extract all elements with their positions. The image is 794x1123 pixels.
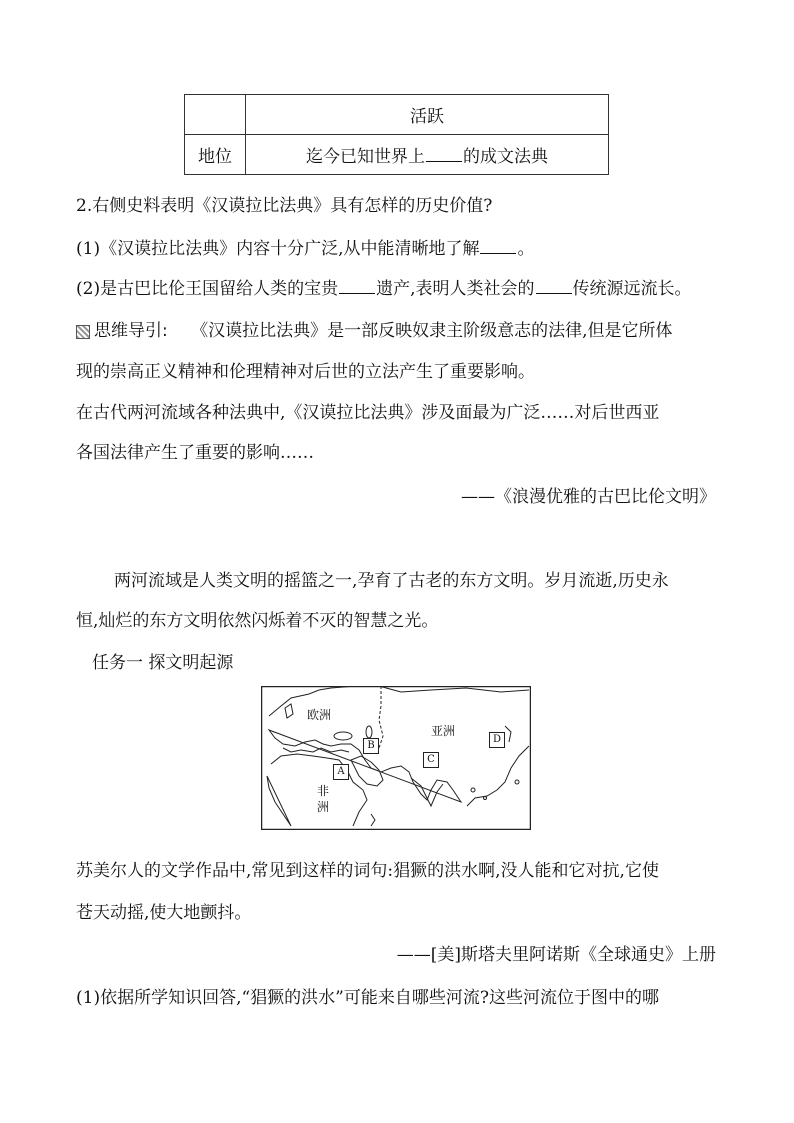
thinking-guide <box>76 316 673 341</box>
source-2-citation: ——[美]斯塔夫里阿诺斯《全球通史》上册 <box>396 945 716 965</box>
intro-line-2: 恒,灿烂的东方文明依然闪烁着不灭的智慧之光。 <box>76 611 439 631</box>
map-box-d: D <box>489 732 505 748</box>
world-map <box>261 686 531 830</box>
label-asia: 亚洲 <box>431 724 456 738</box>
label-africa-2: 洲 <box>317 800 330 814</box>
question-last: (1)依据所学知识回答,“猖獗的洪水”可能来自哪些河流?这些河流位于图中的哪 <box>76 988 659 1008</box>
map-box-a: A <box>333 764 349 780</box>
intro-line-1: 两河流域是人类文明的摇篮之一,孕育了古老的东方文明。岁月流逝,历史永 <box>114 571 669 591</box>
label-europe: 欧洲 <box>307 708 332 722</box>
source-2-line-2: 苍天动摇,使大地颤抖。 <box>76 903 252 923</box>
fill-blank[interactable] <box>339 279 375 294</box>
q2-p2-text-a: (2)是古巴比伦王国留给人类的宝贵 <box>76 279 339 299</box>
q2-p2-text-c: 传统源远流长。 <box>572 279 692 299</box>
source-1-citation: ——《浪漫优雅的古巴比伦文明》 <box>461 487 716 507</box>
table-cell-active: 活跃 <box>246 95 609 135</box>
source-1-line-2: 各国法律产生了重要的影响…… <box>76 443 314 463</box>
guide-label: 思维导引: <box>94 321 168 341</box>
question-2-part-2 <box>76 274 692 299</box>
table-cell-empty <box>185 95 246 135</box>
fill-blank[interactable] <box>480 239 516 254</box>
map-box-b: B <box>363 738 379 754</box>
q2-p1-text: (1)《汉谟拉比法典》内容十分广泛,从中能清晰地了解 <box>76 239 480 259</box>
status-text-after: 的成文法典 <box>463 147 548 167</box>
q2-p2-text-b: 遗产,表明人类社会的 <box>376 279 535 299</box>
source-2-line-1: 苏美尔人的文学作品中,常见到这样的词句:猖獗的洪水啊,没人能和它对抗,它使 <box>76 861 659 881</box>
guide-line-2: 现的崇高正义精神和伦理精神对后世的立法产生了重要影响。 <box>76 362 535 382</box>
fill-blank[interactable] <box>426 147 462 162</box>
summary-table <box>184 94 609 175</box>
fill-blank[interactable] <box>536 279 572 294</box>
status-text-before: 迄今已知世界上 <box>306 147 425 167</box>
guide-line-1: 《汉谟拉比法典》是一部反映奴隶主阶级意志的法律,但是它所体 <box>191 321 673 341</box>
map-box-c: C <box>423 752 439 768</box>
q2-p1-end: 。 <box>517 239 535 259</box>
question-2-part-1 <box>76 234 534 259</box>
question-2-title: 2.右侧史料表明《汉谟拉比法典》具有怎样的历史价值? <box>76 196 493 216</box>
task-heading: 任务一 探文明起源 <box>92 653 234 673</box>
table-cell-status-value <box>246 135 609 175</box>
table-cell-status-label: 地位 <box>185 135 246 175</box>
guide-icon <box>76 325 90 339</box>
source-1-line-1: 在古代两河流域各种法典中,《汉谟拉比法典》涉及面最为广泛……对后世西亚 <box>76 403 660 423</box>
label-africa-1: 非 <box>317 784 330 798</box>
